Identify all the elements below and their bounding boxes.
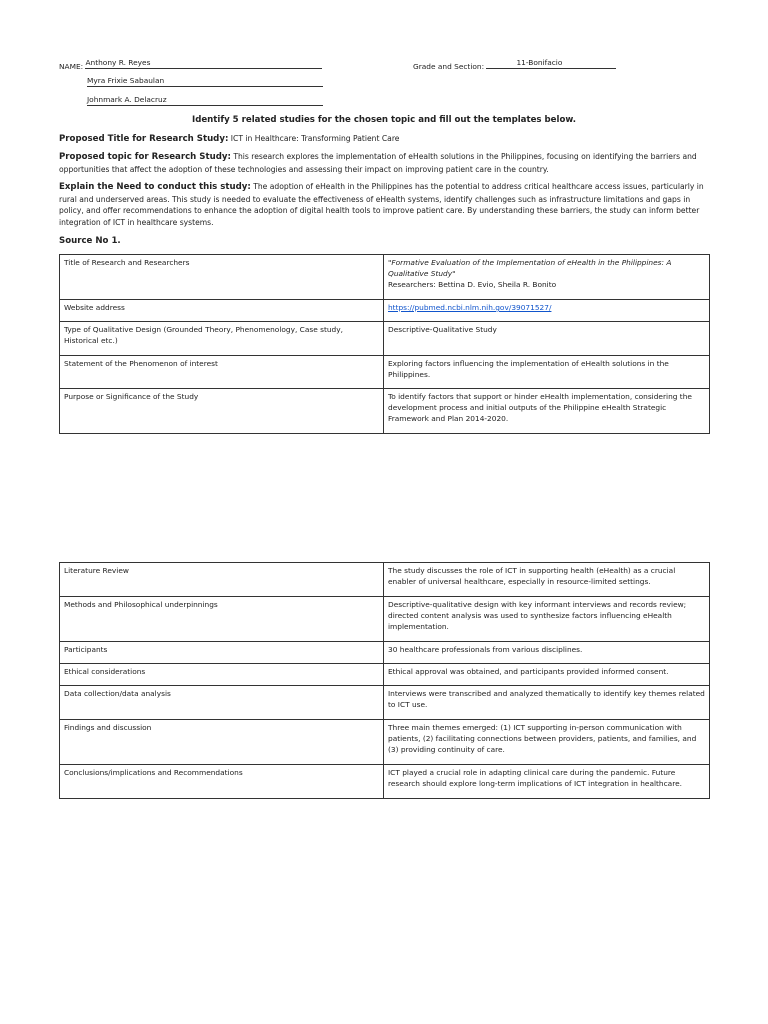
- table-row: [60, 563, 710, 597]
- table-row: [60, 765, 710, 799]
- row-value-methods: Descriptive-qualitative design with key informant interviews and records review; directed content analysis was used to synthesize factors influencing eHealth implementation.: [384, 597, 710, 642]
- row-value-phenomenon: Exploring factors influencing the implementation of eHealth solutions in the Philippines.: [384, 356, 710, 389]
- row-label-title: Title of Research and Researchers: [60, 255, 384, 300]
- name-value-1: Anthony R. Reyes: [85, 58, 151, 67]
- instruction-heading: Identify 5 related studies for the chosen topic and fill out the templates below.: [192, 115, 576, 125]
- row-value-participants: 30 healthcare professionals from various disciplines.: [384, 642, 710, 664]
- row-label-participants: Participants: [60, 642, 384, 664]
- row-value-website: [384, 300, 710, 322]
- proposed-topic-label: Proposed topic for Research Study: [59, 152, 228, 162]
- proposed-title-value: ICT in Healthcare: Transforming Patient Care: [230, 134, 400, 143]
- row-label-design: Type of Qualitative Design (Grounded Theory, Phenomenology, Case study, Historical etc.): [60, 322, 384, 356]
- row-label-conclusions: Conclusions/implications and Recommendations: [60, 765, 384, 799]
- grade-label: Grade and Section:: [413, 62, 485, 71]
- study-researchers: Researchers: Bettina D. Evio, Sheila R. Bonito: [388, 280, 557, 289]
- name-line-3: [87, 96, 323, 109]
- name-line-1: [59, 59, 322, 72]
- table-row: [60, 720, 710, 765]
- proposed-title: Proposed Title for Research Study: ICT in Healthcare: Transforming Patient Care: [59, 134, 400, 144]
- row-value-title: [384, 255, 710, 300]
- table-row: [60, 597, 710, 642]
- row-label-findings: Findings and discussion: [60, 720, 384, 765]
- name-field-3[interactable]: [87, 96, 323, 106]
- row-value-conclusions: ICT played a crucial role in adapting clinical care during the pandemic. Future research should explore long-term implications of ICT integration in healthcare.: [384, 765, 710, 799]
- study-title: "Formative Evaluation of the Implementation of eHealth in the Philippines: A Qualitative Study": [388, 258, 672, 278]
- row-label-website: Website address: [60, 300, 384, 322]
- row-value-ethics: Ethical approval was obtained, and participants provided informed consent.: [384, 664, 710, 686]
- table-row: [60, 255, 710, 300]
- row-label-literature: Literature Review: [60, 563, 384, 597]
- website-link[interactable]: https://pubmed.ncbi.nlm.nih.gov/39071527/: [388, 303, 552, 312]
- row-value-purpose: To identify factors that support or hinder eHealth implementation, considering the development process and initial outputs of the Philippine eHealth Strategic Framework and Plan 2014-2020.: [384, 389, 710, 434]
- table-row: [60, 664, 710, 686]
- name-line-2: [87, 77, 323, 90]
- row-value-design: Descriptive-Qualitative Study: [384, 322, 710, 356]
- proposed-topic-value: This research explores the implementation of eHealth solutions in the Philippines, focusing on identifying the barriers and opportunities that affect the adoption of these technologies and assessing their impact on improving patient care in the country.: [59, 152, 697, 174]
- proposed-title-label: Proposed Title for Research Study: [59, 134, 225, 144]
- source-heading: Source No 1.: [59, 236, 121, 246]
- table-row: [60, 356, 710, 389]
- table-row: [60, 300, 710, 322]
- row-value-data-collection: Interviews were transcribed and analyzed thematically to identify key themes related to ICT use.: [384, 686, 710, 720]
- name-value-3: Johnmark A. Delacruz: [87, 95, 167, 104]
- grade-value: 11-Bonifacio: [516, 58, 563, 67]
- grade-field[interactable]: [486, 59, 616, 69]
- name-field-2[interactable]: [87, 77, 323, 87]
- name-field-1[interactable]: [85, 59, 322, 69]
- row-label-ethics: Ethical considerations: [60, 664, 384, 686]
- row-value-findings: Three main themes emerged: (1) ICT supporting in-person communication with patients, (2) facilitating connections between providers, patients, and families, and (3) providing continuity of care.: [384, 720, 710, 765]
- table-row: [60, 389, 710, 434]
- need-statement: Explain the Need to conduct this study: The adoption of eHealth in the Philippines has the potential to address critical healthcare access issues, particularly in rural and underserved areas. This study is needed to evaluate the effectiveness of eHealth systems, identify challenges such as infrastructure limitations and gaps in policy, and offer recommendations to enhance the adoption of digital health tools to improve patient care. By understanding these barriers, the study can inform better integration of ICT in healthcare systems.: [59, 182, 704, 227]
- source-template-table-2: [59, 562, 710, 799]
- proposed-topic: Proposed topic for Research Study: This research explores the implementation of eHealth solutions in the Philippines, focusing on identifying the barriers and opportunities that affect the adoption of these technologies and assessing their impact on improving patient care in the country.: [59, 152, 697, 174]
- row-label-methods: Methods and Philosophical underpinnings: [60, 597, 384, 642]
- table-row: [60, 322, 710, 356]
- row-label-data-collection: Data collection/data analysis: [60, 686, 384, 720]
- source-template-table-1: [59, 254, 710, 434]
- grade-section: [413, 59, 616, 72]
- name-value-2: Myra Frixie Sabaulan: [87, 76, 165, 85]
- name-label: NAME:: [59, 62, 84, 71]
- row-label-phenomenon: Statement of the Phenomenon of interest: [60, 356, 384, 389]
- row-label-purpose: Purpose or Significance of the Study: [60, 389, 384, 434]
- table-row: [60, 686, 710, 720]
- row-value-literature: The study discusses the role of ICT in supporting health (eHealth) as a crucial enabler of universal healthcare, especially in resource-limited settings.: [384, 563, 710, 597]
- table-row: [60, 642, 710, 664]
- need-label: Explain the Need to conduct this study: [59, 182, 248, 192]
- need-value: The adoption of eHealth in the Philippines has the potential to address critical healthcare access issues, particularly in rural and underserved areas. This study is needed to evaluate the effectiveness of eHealth systems, identify challenges such as infrastructure limitations and gaps in policy, and offer recommendations to enhance the adoption of digital health tools to improve patient care. By understanding these barriers, the study can inform better integration of ICT in healthcare systems.: [59, 182, 704, 227]
